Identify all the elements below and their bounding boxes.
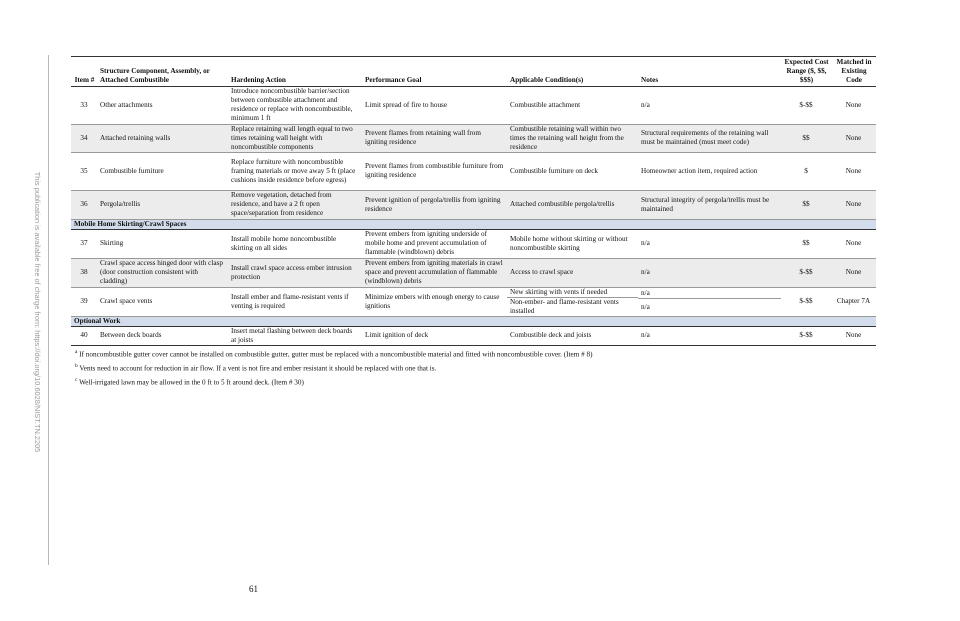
section-title: Optional Work [71, 316, 876, 326]
cell-condition-split [507, 287, 638, 316]
cell-condition: New skirting with vents if needed [510, 287, 608, 296]
footnote-mark: a [75, 349, 78, 355]
header-action: Hardening Action [228, 57, 362, 87]
footnotes [75, 347, 875, 388]
cell-notes: n/a [638, 258, 781, 287]
cell-item: 35 [71, 152, 97, 190]
footnote-mark: b [75, 362, 78, 369]
cell-item: 37 [71, 229, 97, 258]
section-row [71, 219, 876, 229]
footnote-mark: c [75, 376, 78, 383]
cell-notes: Structural requirements of the retaining wall must be maintained (must meet code) [638, 124, 781, 152]
header-notes: Notes [638, 57, 781, 87]
cell-component: Between deck boards [97, 326, 228, 345]
cell-code: None [831, 258, 876, 287]
cell-condition: Combustible deck and joists [507, 326, 638, 345]
cell-condition: Combustible attachment [507, 86, 638, 124]
cell-goal: Limit ignition of deck [362, 326, 507, 345]
cell-action: Replace furniture with noncombustible framing materials or move away 5 ft (place cushions inside residence before egress) [228, 152, 362, 190]
cell-item: 34 [71, 124, 97, 152]
footnote-text: Well-irrigated lawn may be allowed in the 0 ft to 5 ft around deck. (Item # 30) [79, 377, 304, 386]
cell-condition: Mobile home without skirting or without noncombustible skirting [507, 229, 638, 258]
cell-component: Crawl space access hinged door with clasp (door construction consistent with cladding) [97, 258, 228, 287]
cell-notes-split [638, 287, 781, 316]
cell-item: 38 [71, 258, 97, 287]
cell-code: None [831, 326, 876, 345]
cell-code: Chapter 7A [831, 287, 876, 316]
cell-code: None [831, 86, 876, 124]
cell-goal: Prevent ignition of pergola/trellis from igniting residence [362, 190, 507, 219]
cell-cost: $-$$ [781, 326, 831, 345]
footnote-text: If noncombustible gutter cover cannot be installed on combustible gutter, gutter must be replaced with a noncombustible material and fitted with noncombustible cover. (Item # 8) [79, 350, 593, 359]
cell-goal: Minimize embers with enough energy to cause ignitions [362, 287, 507, 316]
table-row [71, 152, 876, 190]
cell-cost: $-$$ [781, 258, 831, 287]
cell-notes: Structural integrity of pergola/trellis must be maintained [638, 190, 781, 219]
cell-notes: n/a [638, 298, 781, 315]
table-row [71, 287, 876, 316]
footnote [75, 361, 875, 375]
section-row [71, 316, 876, 326]
header-cost: Expected Cost Range ($, $$, $$$) [781, 57, 831, 87]
table-row [71, 229, 876, 258]
cell-cost: $-$$ [781, 287, 831, 316]
cell-action: Introduce noncombustible barrier/section between combustible attachment and residence or replace with noncombustible, minimum 1 ft [228, 86, 362, 124]
table-row [71, 190, 876, 219]
cell-action: Install crawl space access ember intrusion protection [228, 258, 362, 287]
cell-action: Install ember and flame-resistant vents if venting is required [228, 287, 362, 316]
header-item: Item # [71, 57, 97, 87]
cell-notes: n/a [638, 86, 781, 124]
cell-action: Replace retaining wall length equal to two times retaining wall height with noncombustible components [228, 124, 362, 152]
table-row [71, 86, 876, 124]
section-title: Mobile Home Skirting/Crawl Spaces [71, 219, 876, 229]
cell-action: Insert metal flashing between deck boards at joists [228, 326, 362, 345]
cell-item: 39 [71, 287, 97, 316]
cell-component: Other attachments [97, 86, 228, 124]
cell-cost: $$ [781, 124, 831, 152]
table-row [71, 124, 876, 152]
cell-code: None [831, 124, 876, 152]
cell-goal: Prevent flames from retaining wall from igniting residence [362, 124, 507, 152]
cell-notes: n/a [638, 229, 781, 258]
cell-cost: $$ [781, 229, 831, 258]
cell-condition: Combustible retaining wall within two times the retaining wall height from the residence [507, 124, 638, 152]
cell-action: Install mobile home noncombustible skirting on all sides [228, 229, 362, 258]
footnote-text: Vents need to account for reduction in air flow. If a vent is not fire and ember resistant it should be replaced with one that is. [79, 364, 437, 373]
cell-action: Remove vegetation, detached from residence, and have a 2 ft open space/separation from residence [228, 190, 362, 219]
table-header-row [71, 57, 876, 87]
availability-note: This publication is available free of charge from: https://doi.org/10.6028/NIST.TN.2205 [33, 171, 42, 453]
cell-notes: n/a [641, 288, 650, 297]
footnote [75, 375, 875, 389]
table-row [71, 258, 876, 287]
cell-component: Attached retaining walls [97, 124, 228, 152]
cell-condition: Attached combustible pergola/trellis [507, 190, 638, 219]
table-row [71, 326, 876, 345]
header-component: Structure Component, Assembly, or Attached Combustible [97, 57, 228, 87]
header-condition: Applicable Condition(s) [507, 57, 638, 87]
cell-goal: Prevent embers from igniting materials in crawl space and prevent accumulation of flammable (windblown) debris [362, 258, 507, 287]
cell-goal: Limit spread of fire to house [362, 86, 507, 124]
cell-goal: Prevent embers from igniting underside of mobile home and prevent accumulation of flammable (windblown) debris [362, 229, 507, 258]
cell-code: None [831, 229, 876, 258]
margin-rule [48, 55, 49, 565]
cell-condition: Non-ember- and flame-resistant vents installed [507, 297, 638, 316]
cell-notes: Homeowner action item, required action [638, 152, 781, 190]
cell-cost: $ [781, 152, 831, 190]
cell-cost: $-$$ [781, 86, 831, 124]
cell-notes: n/a [638, 326, 781, 345]
cell-code: None [831, 190, 876, 219]
header-code: Matched in Existing Code [831, 57, 876, 87]
cell-component: Crawl space vents [97, 287, 228, 316]
cell-item: 33 [71, 86, 97, 124]
cell-code: None [831, 152, 876, 190]
cell-component: Pergola/trellis [97, 190, 228, 219]
cell-cost: $$ [781, 190, 831, 219]
cell-condition: Access to crawl space [507, 258, 638, 287]
cell-component: Skirting [97, 229, 228, 258]
cell-item: 40 [71, 326, 97, 345]
cell-goal: Prevent flames from combustible furniture from igniting residence [362, 152, 507, 190]
cell-item: 36 [71, 190, 97, 219]
header-goal: Performance Goal [362, 57, 507, 87]
hardening-actions-table [71, 56, 876, 346]
cell-component: Combustible furniture [97, 152, 228, 190]
cell-condition: Combustible furniture on deck [507, 152, 638, 190]
page-number: 61 [249, 584, 258, 594]
footnote [75, 347, 875, 361]
